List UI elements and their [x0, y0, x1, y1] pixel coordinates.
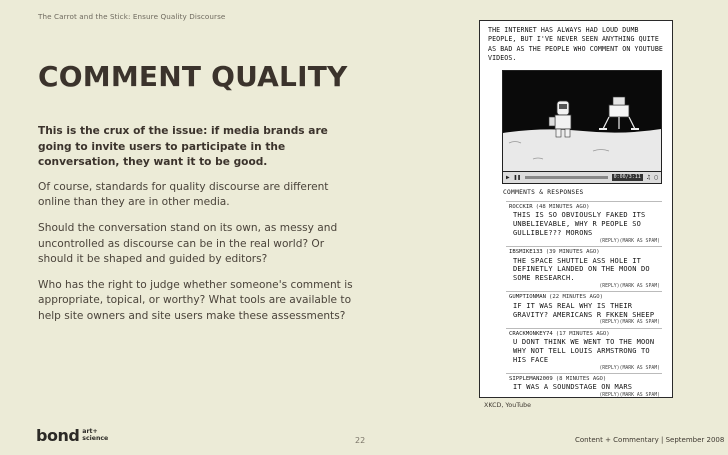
footer-text: Content + Commentary | September 2008 — [575, 436, 725, 444]
comment-text: IT WAS A SOUNDSTAGE ON MARS — [513, 383, 633, 392]
comment-actions[interactable]: (REPLY)(MARK AS SPAM) — [599, 393, 660, 399]
comment-username[interactable]: ROCCKIR — [509, 204, 533, 210]
page-number: 22 — [355, 436, 366, 445]
video-time: 0:00/3:11 — [613, 174, 641, 180]
comment-item — [506, 291, 662, 327]
comment-time: (17 MINUTES AGO) — [555, 330, 610, 337]
paragraph-4: Who has the right to judge whether someone's comment is appropriate, topical, or worthy? What tools are available to help site owners and site users make these assessments? — [38, 278, 353, 322]
paragraph-3: Should the conversation stand on its own, as messy and uncontrolled as discourse can be in the real world? Or should it be shaped and guided by editors? — [38, 221, 338, 266]
moon-landing-image — [503, 71, 661, 171]
comment-username[interactable]: CRACKMONKEY74 — [509, 330, 553, 337]
comment-text: THIS IS SO OBVIOUSLY FAKED ITS UNBELIEVABLE, WHY R PEOPLE SO GULLIBLE??? MORONS — [513, 211, 646, 237]
comments-header: COMMENTS & RESPONSES — [503, 189, 584, 196]
comment-time: (8 MINUTES AGO) — [555, 376, 607, 383]
volume-icon[interactable]: ♫ — [646, 174, 651, 181]
video-progress-bar[interactable] — [525, 176, 608, 179]
logo-subtitle — [82, 429, 108, 442]
video-frame[interactable] — [502, 70, 662, 182]
bond-logo — [36, 426, 108, 445]
play-icon[interactable]: ▶ — [506, 174, 510, 181]
comment-username[interactable]: IBSMIKE133 — [509, 249, 543, 256]
comment-time: (22 MINUTES AGO) — [549, 294, 603, 301]
fullscreen-icon[interactable]: ▢ — [654, 174, 658, 181]
comment-actions[interactable]: (REPLY)(MARK AS SPAM) — [599, 238, 660, 244]
comment-item — [506, 373, 662, 401]
comment-item — [506, 201, 662, 246]
comment-list — [506, 201, 662, 401]
logo-wordmark: bond — [36, 426, 80, 445]
image-credit: XKCD, YouTube — [484, 402, 531, 409]
paragraph-2: Of course, standards for quality discourse are different online than they are in other media. — [38, 180, 329, 209]
comment-item — [506, 328, 662, 373]
comment-actions[interactable]: (REPLY)(MARK AS SPAM) — [599, 320, 660, 326]
comment-text: IF IT WAS REAL WHY IS THEIR GRAVITY? AMERICANS R FKKEN SHEEP — [513, 301, 655, 319]
comment-actions[interactable]: (REPLY)(MARK AS SPAM) — [599, 284, 660, 289]
comment-actions[interactable]: (REPLY)(MARK AS SPAM) — [599, 365, 660, 371]
logo-sub-line-2: science — [82, 434, 109, 442]
pause-icon[interactable]: ❚❚ — [513, 174, 521, 181]
lead-paragraph: This is the crux of the issue: if media brands are going to invite users to participate in the conversation, they want it to be good. — [38, 125, 328, 169]
body-text — [38, 124, 358, 335]
comment-text: THE SPACE SHUTTLE ASS HOLE IT DEFINETLY LANDED ON THE MOON DO SOME RESEARCH. — [513, 256, 650, 283]
comment-time: (39 MINUTES AGO) — [545, 249, 600, 256]
comment-item — [506, 246, 662, 291]
comment-username[interactable]: SIPPLEMAN2009 — [509, 376, 553, 383]
comic-caption: THE INTERNET HAS ALWAYS HAD LOUD DUMB PEOPLE, BUT I'VE NEVER SEEN ANYTHING QUITE AS BAD AS THE PEOPLE WHO COMMENT ON YOUTUBE VIDEOS. — [488, 26, 663, 63]
comment-username[interactable]: GUMPTIONMAN — [509, 294, 547, 301]
video-controls — [502, 171, 662, 184]
comment-text: U DONT THINK WE WENT TO THE MOON WHY NOT TELL LOUIS ARMSTRONG TO HIS FACE — [513, 338, 655, 364]
comment-time: (48 MINUTES AGO) — [535, 204, 590, 210]
xkcd-comic-panel — [479, 20, 673, 398]
running-title: The Carrot and the Stick: Ensure Quality Discourse — [38, 12, 226, 21]
logo-sub-line-1: art+ — [82, 427, 98, 435]
slide-title: COMMENT QUALITY — [38, 60, 348, 93]
